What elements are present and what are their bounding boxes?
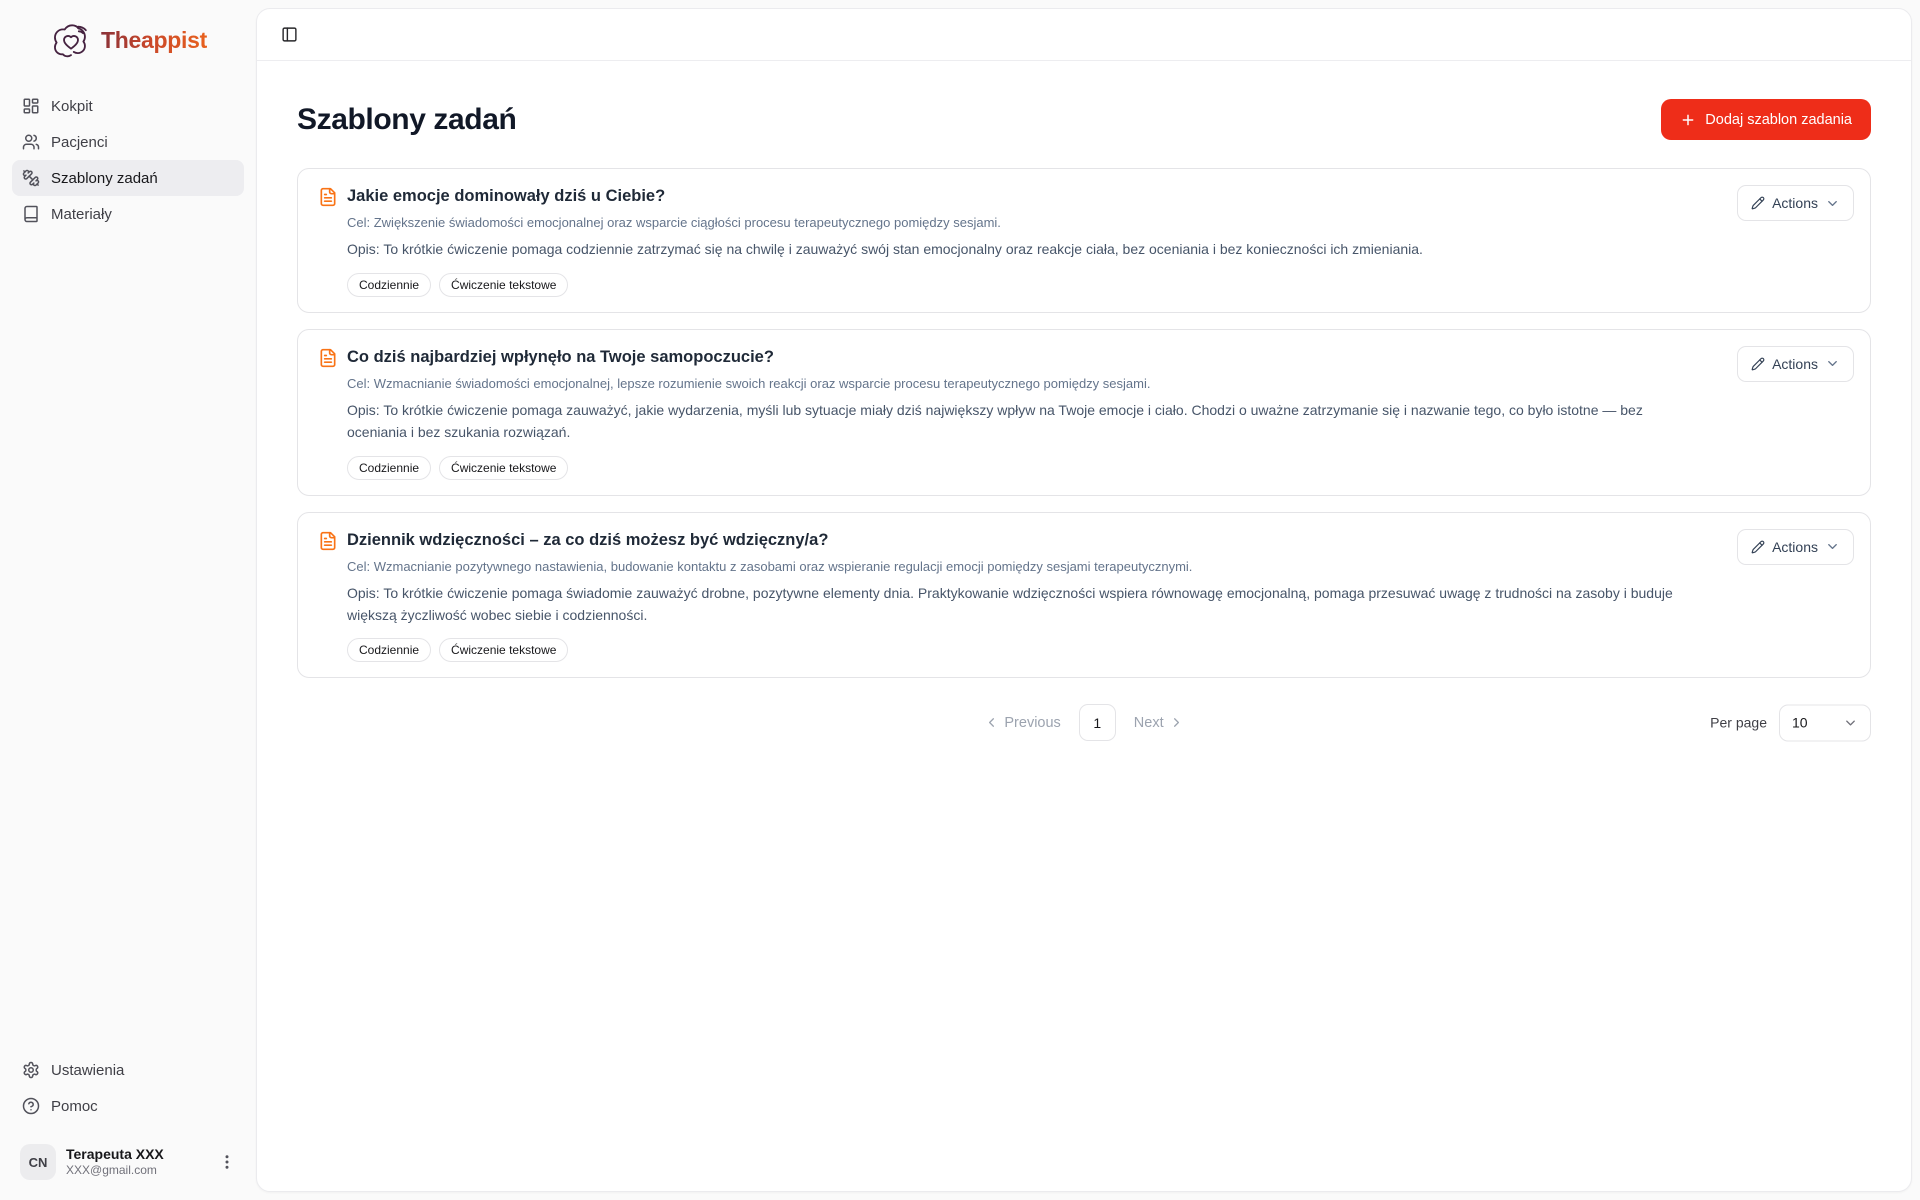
file-text-icon <box>318 348 338 368</box>
actions-dropdown-button[interactable] <box>1737 529 1854 565</box>
next-page-button[interactable] <box>1134 715 1184 731</box>
pagination <box>984 704 1183 741</box>
pencil-icon <box>1751 357 1765 371</box>
template-card <box>297 512 1871 679</box>
content-area <box>257 61 1911 1191</box>
template-title: Jakie emocje dominowały dziś u Ciebie? <box>347 187 666 205</box>
template-title: Dziennik wdzięczności – za co dziś możesz być wdzięczny/a? <box>347 530 829 549</box>
sidebar-item-label: Kokpit <box>51 97 93 115</box>
content-header <box>297 99 1871 140</box>
sidebar-item-szablony-zadan[interactable] <box>12 160 244 196</box>
page-number-button[interactable]: 1 <box>1079 704 1116 741</box>
avatar: CN <box>20 1144 56 1180</box>
template-goal: Cel: Wzmacnianie świadomości emocjonalnej, lepsze rozumienie swoich reakcji oraz wsparcie procesu terapeutycznego pomiędzy sesjami. <box>347 376 1151 392</box>
brain-heart-logo-icon <box>49 18 93 62</box>
badge-row <box>347 638 1680 662</box>
chevron-down-icon <box>1843 715 1858 730</box>
previous-page-button[interactable] <box>984 715 1060 731</box>
sidebar-item-materialy[interactable] <box>12 196 244 232</box>
per-page-value: 10 <box>1792 714 1808 731</box>
sidebar-item-label: Pomoc <box>51 1097 98 1115</box>
actions-button-label: Actions <box>1772 195 1818 211</box>
ellipsis-vertical-icon[interactable] <box>218 1153 236 1171</box>
template-description: Opis: To krótkie ćwiczenie pomaga zauważyć, jakie wydarzenia, myśli lub sytuacje miały dziś największy wpływ na Twoje emocje i ciało. Chodzi o uważne zatrzymanie się i nazwanie tego, co było istotne — bez oceniania i bez szukania rozwiązań. <box>347 402 1643 440</box>
frequency-badge: Codziennie <box>347 456 431 480</box>
actions-dropdown-button[interactable] <box>1737 346 1854 382</box>
template-goal: Cel: Zwiększenie świadomości emocjonalnej oraz wsparcie ciągłości procesu terapeutycznego pomiędzy sesjami. <box>347 215 1001 231</box>
template-description: Opis: To krótkie ćwiczenie pomaga codziennie zatrzymać się na chwilę i zauważyć swój stan emocjonalny oraz reakcje ciała, bez oceniania i bez konieczności ich zmieniania. <box>347 241 1423 258</box>
help-icon <box>22 1097 40 1115</box>
dumbbell-icon <box>22 169 40 187</box>
file-text-icon <box>318 187 338 207</box>
card-body <box>347 186 1850 297</box>
next-label: Next <box>1133 714 1164 731</box>
sidebar-footer-nav <box>12 1052 244 1124</box>
plus-icon <box>1680 112 1696 128</box>
chevron-down-icon <box>1825 196 1840 211</box>
template-list <box>297 168 1871 678</box>
per-page-select[interactable] <box>1779 704 1871 741</box>
template-card <box>297 329 1871 496</box>
type-badge: Ćwiczenie tekstowe <box>439 456 568 480</box>
sidebar-item-label: Szablony zadań <box>51 169 158 187</box>
brand-logo <box>12 18 244 62</box>
panel-left-icon <box>281 26 298 43</box>
card-head <box>318 530 1850 663</box>
card-body <box>347 347 1850 480</box>
badge-row <box>347 456 1680 480</box>
sidebar-item-pomoc[interactable] <box>12 1088 244 1124</box>
chevron-left-icon <box>984 715 999 730</box>
actions-dropdown-button[interactable] <box>1737 185 1854 221</box>
chevron-down-icon <box>1825 356 1840 371</box>
previous-label: Previous <box>1004 714 1061 731</box>
sidebar-toggle-button[interactable] <box>275 21 303 49</box>
sidebar-nav <box>12 88 244 232</box>
type-badge: Ćwiczenie tekstowe <box>439 273 568 297</box>
chevron-down-icon <box>1825 539 1840 554</box>
template-description: Opis: To krótkie ćwiczenie pomaga świadomie zauważyć drobne, pozytywne elementy dnia. Praktykowanie wdzięczności wspiera równowagę emocjonalną, pomaga przesuwać uwagę z trudności na zasoby i buduje większą życzliwość wobec siebie i codzienności. <box>347 584 1673 623</box>
sidebar-item-ustawienia[interactable] <box>12 1052 244 1088</box>
user-name: Terapeuta XXX <box>66 1145 164 1162</box>
sidebar-item-pacjenci[interactable] <box>12 124 244 160</box>
frequency-badge: Codziennie <box>347 273 431 297</box>
sidebar-item-label: Materiały <box>51 205 112 223</box>
card-body <box>347 530 1850 663</box>
add-template-button-label: Dodaj szablon zadania <box>1705 111 1852 128</box>
actions-button-label: Actions <box>1772 355 1818 372</box>
card-head <box>318 186 1850 297</box>
sidebar-item-label: Ustawienia <box>51 1061 125 1079</box>
user-email: XXX@gmail.com <box>66 1163 157 1178</box>
main-panel <box>256 8 1912 1192</box>
card-head <box>318 347 1850 480</box>
per-page-label: Per page <box>1710 714 1767 731</box>
frequency-badge: Codziennie <box>347 638 431 662</box>
sidebar <box>0 0 256 1200</box>
page-title: Szablony zadań <box>297 102 517 136</box>
user-menu[interactable] <box>12 1138 244 1186</box>
type-badge: Ćwiczenie tekstowe <box>439 638 568 662</box>
topbar <box>257 9 1911 61</box>
add-template-button[interactable] <box>1661 99 1871 140</box>
pencil-icon <box>1751 540 1765 554</box>
pagination-row <box>297 704 1871 741</box>
users-icon <box>22 133 40 151</box>
dashboard-icon <box>22 97 40 115</box>
book-icon <box>22 205 40 223</box>
per-page-control <box>1710 704 1871 741</box>
sidebar-item-label: Pacjenci <box>51 133 108 151</box>
sidebar-item-kokpit[interactable] <box>12 88 244 124</box>
badge-row <box>347 273 1680 297</box>
template-card <box>297 168 1871 313</box>
brand-name: Theappist <box>101 26 207 53</box>
template-goal: Cel: Wzmacnianie pozytywnego nastawienia, budowanie kontaktu z zasobami oraz wspieranie regulacji emocji pomiędzy sesjami terapeutycznymi. <box>347 559 1193 575</box>
user-meta <box>66 1146 208 1179</box>
template-title: Co dziś najbardziej wpłynęło na Twoje samopoczucie? <box>347 347 774 366</box>
actions-button-label: Actions <box>1772 538 1818 555</box>
chevron-right-icon <box>1169 715 1184 730</box>
sidebar-spacer <box>12 232 244 1052</box>
file-text-icon <box>318 531 338 551</box>
gear-icon <box>22 1061 40 1079</box>
pencil-icon <box>1751 196 1765 210</box>
